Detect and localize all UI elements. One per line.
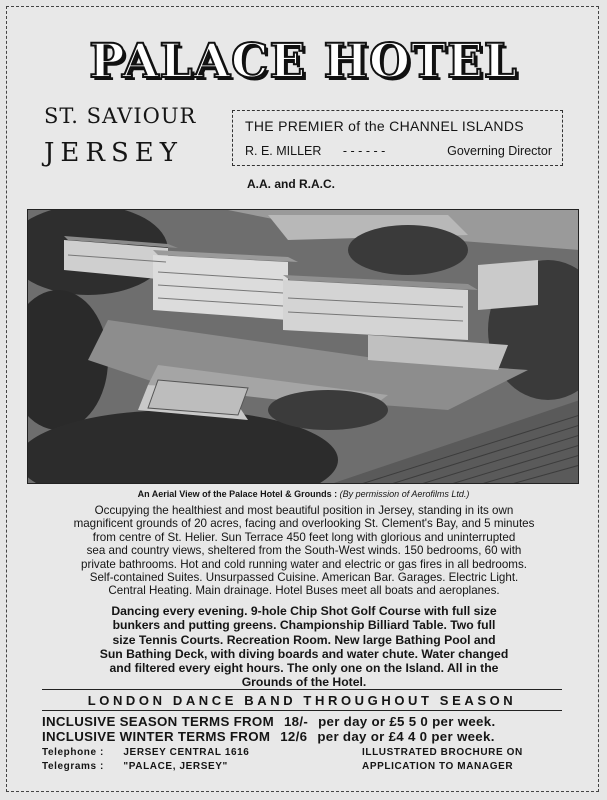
season-terms [42,714,562,729]
director-box [232,110,563,166]
location-island: JERSEY [44,138,183,168]
director-line [245,144,552,158]
telegrams-address: "PALACE, JERSEY" [123,761,228,772]
location-parish: ST. SAVIOUR [44,104,197,128]
description-line: from centre of St. Helier. Sun Terrace 450 feet long with glorious and uninterrupted [92,530,516,544]
photo-caption [0,489,607,499]
amenities-line: size Tennis Courts. Recreation Room. New large Bathing Pool and [112,632,496,647]
terms-price: 12/6 [280,729,308,744]
description-line: Self-contained Suites. Unsurpassed Cuisine. American Bar. Garages. Electric Light. [89,571,519,585]
amenities-line: and filtered every eight hours. The only one on the Island. All in the [109,661,499,676]
band-announcement: LONDON DANCE BAND THROUGHOUT SEASON [87,693,517,708]
terms-label: INCLUSIVE SEASON TERMS FROM [42,714,274,729]
director-title: Governing Director [447,144,552,158]
contact-block [42,746,249,774]
divider [42,710,562,711]
telephone-label: Telephone : [42,747,104,758]
brochure-block [362,746,562,774]
terms-price: 18/- [283,714,309,729]
tagline: THE PREMIER of the CHANNEL ISLANDS [245,118,524,134]
terms-rate: per day or £5 5 0 per week. [318,714,496,729]
description-line: private bathrooms. Hot and cold running water and electric or gas fires in all bedrooms. [81,557,527,571]
aerial-photo [27,209,579,484]
terms-rate: per day or £4 4 0 per week. [317,729,495,744]
description-line: sea and country views, sheltered from the South-West winds. 150 bedrooms, 60 with [86,544,522,558]
director-name: R. E. MILLER [245,144,322,158]
telegrams-label: Telegrams : [42,761,104,772]
divider [42,689,562,690]
amenities-line: Sun Bathing Deck, with diving boards and water chute. Water changed [99,646,509,661]
amenities-line: bunkers and putting greens. Championship Billiard Table. Two full [112,618,496,633]
hotel-name: PALACE HOTEL [89,34,518,89]
terms-label: INCLUSIVE WINTER TERMS FROM [42,729,271,744]
caption-credit: (By permission of Aerofilms Ltd.) [339,489,470,499]
amenities-paragraph [40,604,568,690]
description-line: Central Heating. Main drainage. Hotel Buses meet all boats and aeroplanes. [108,584,500,598]
description-line: Occupying the healthiest and most beautiful position in Jersey, standing in its own [94,504,514,517]
winter-terms [42,729,562,744]
brochure-line: ILLUSTRATED BROCHURE ON [362,747,523,758]
telephone-number: JERSEY CENTRAL 1616 [123,747,250,758]
amenities-line: Dancing every evening. 9-hole Chip Shot Golf Course with full size [111,604,497,618]
description-paragraph [40,504,568,598]
caption-text: An Aerial View of the Palace Hotel & Grounds : [137,489,338,499]
brochure-line: APPLICATION TO MANAGER [362,761,514,772]
director-dashes: - - - - - - [342,144,386,158]
description-line: magnificent grounds of 20 acres, facing and overlooking St. Clement's Bay, and 5 minutes [73,517,535,531]
amenities-line: Grounds of the Hotel. [241,675,367,690]
affiliations: A.A. and R.A.C. [247,177,336,191]
